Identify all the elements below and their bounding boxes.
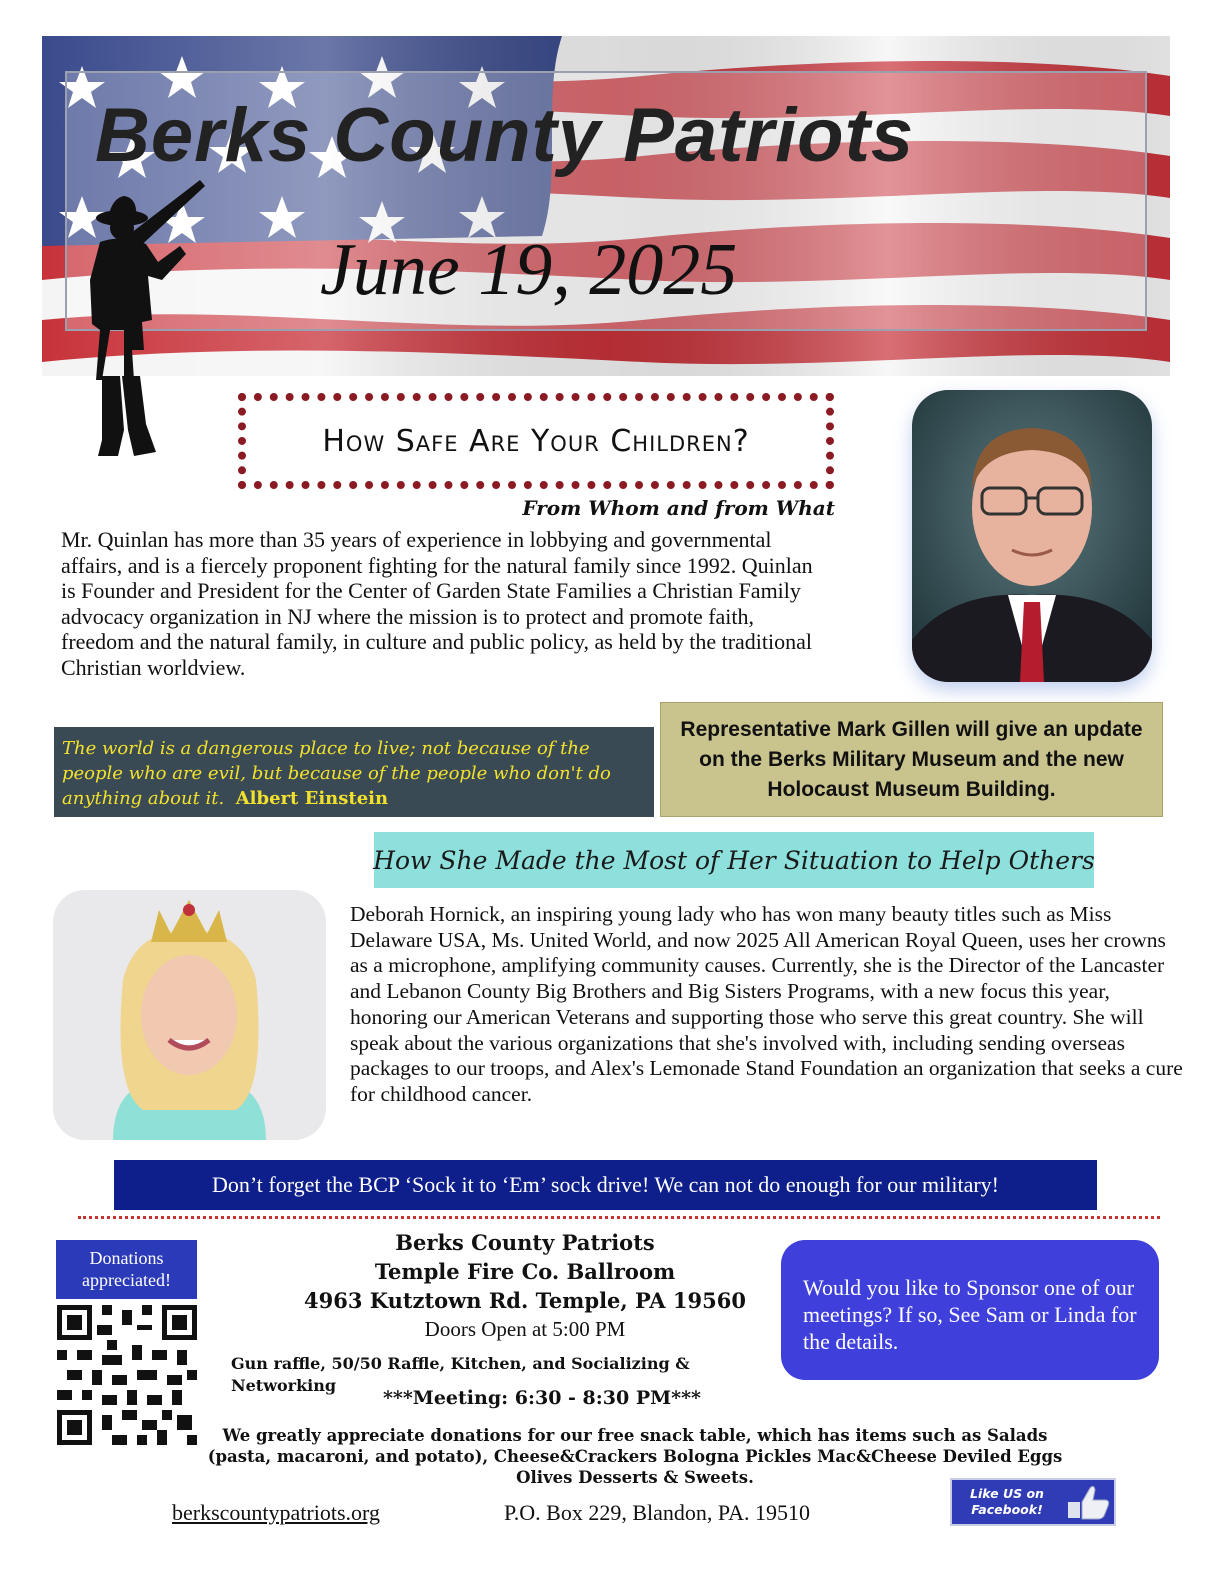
speaker-photo — [53, 890, 326, 1140]
facebook-like-button[interactable] — [950, 1478, 1116, 1526]
venue-org: Berks County Patriots — [395, 1230, 655, 1255]
venue-name: Temple Fire Co. Ballroom — [374, 1259, 676, 1284]
quote-text: The world is a dangerous place to live; not because of the people who are evil, but because of the people who don't do anything about it. — [62, 738, 611, 809]
activities-list: Gun raffle, 50/50 Raffle, Kitchen, and Socializing & Networking — [231, 1354, 690, 1395]
snack-note: We greatly appreciate donations for our free snack table, which has items such as Salads (pasta, macaroni, and potato), Cheese&Crackers Bologna Pickles Mac&Cheese Deviled Eggs Olives Desserts & Sweets. — [207, 1426, 1063, 1487]
venue-address: 4963 Kutztown Rd. Temple, PA 19560 — [304, 1288, 746, 1313]
quote-author: Albert Einstein — [235, 788, 389, 809]
representative-note: Representative Mark Gillen will give an update on the Berks Military Museum and the new Holocaust Museum Building. — [660, 702, 1163, 817]
minuteman-soldier-silhouette-icon — [62, 180, 212, 460]
speaker-bio: Mr. Quinlan has more than 35 years of experience in lobbying and governmental affairs, and is a fiercely proponent fighting for the natural family since 1992. Quinlan is Founder and President for the Center of Garden State Families a Christian Family advocacy organization in NJ where the mission is to protect and promote faith, freedom and the natural family, in culture and public policy, as held by the traditional Christian worldview. — [61, 527, 813, 680]
venue-info — [295, 1228, 755, 1344]
doors-open: Doors Open at 5:00 PM — [424, 1317, 626, 1341]
speaker-photo — [912, 390, 1152, 682]
section-subtitle: From Whom and from What — [522, 496, 835, 520]
sock-drive-banner: Don’t forget the BCP ‘Sock it to ‘Em’ sock drive! We can not do enough for our military! — [114, 1160, 1097, 1210]
sponsor-callout: Would you like to Sponsor one of our meetings? If so, See Sam or Linda for the details. — [781, 1240, 1159, 1380]
speaker-bio: Deborah Hornick, an inspiring young lady who has won many beauty titles such as Miss Delaware USA, Ms. United World, and now 2025 All American Royal Queen, uses her crowns as a microphone, amplifying community causes. Currently, she is the Director of the Lancaster and Lebanon County Big Brothers and Big Sisters Programs, with a new focus this year, honoring our American Veterans and supporting those who serve this great country. She will speak about the various organizations that she's involved with, including sending overseas packages to our troops, and Alex's Lemonade Stand Foundation an organization that seeks a cure for childhood cancer. — [350, 902, 1183, 1106]
quote-box — [54, 727, 654, 817]
divider — [78, 1216, 1160, 1220]
website-link[interactable]: berkscountypatriots.org — [172, 1500, 380, 1525]
donations-label: Donations appreciated! — [56, 1240, 197, 1299]
page-title: Berks County Patriots — [95, 93, 915, 178]
mailing-address: P.O. Box 229, Blandon, PA. 19510 — [504, 1500, 811, 1525]
section-title: How She Made the Most of Her Situation to Help Others — [373, 845, 1095, 875]
event-date: June 19, 2025 — [320, 229, 738, 311]
qr-code-icon[interactable] — [57, 1305, 197, 1445]
section-title-box — [374, 832, 1094, 888]
thumbs-up-icon — [1062, 1482, 1112, 1522]
facebook-label: Like US on Facebook! — [970, 1486, 1044, 1517]
meeting-time: ***Meeting: 6:30 - 8:30 PM*** — [383, 1387, 701, 1409]
section-title-box — [238, 393, 834, 489]
section-title: How Safe Are Your Children? — [322, 423, 750, 459]
